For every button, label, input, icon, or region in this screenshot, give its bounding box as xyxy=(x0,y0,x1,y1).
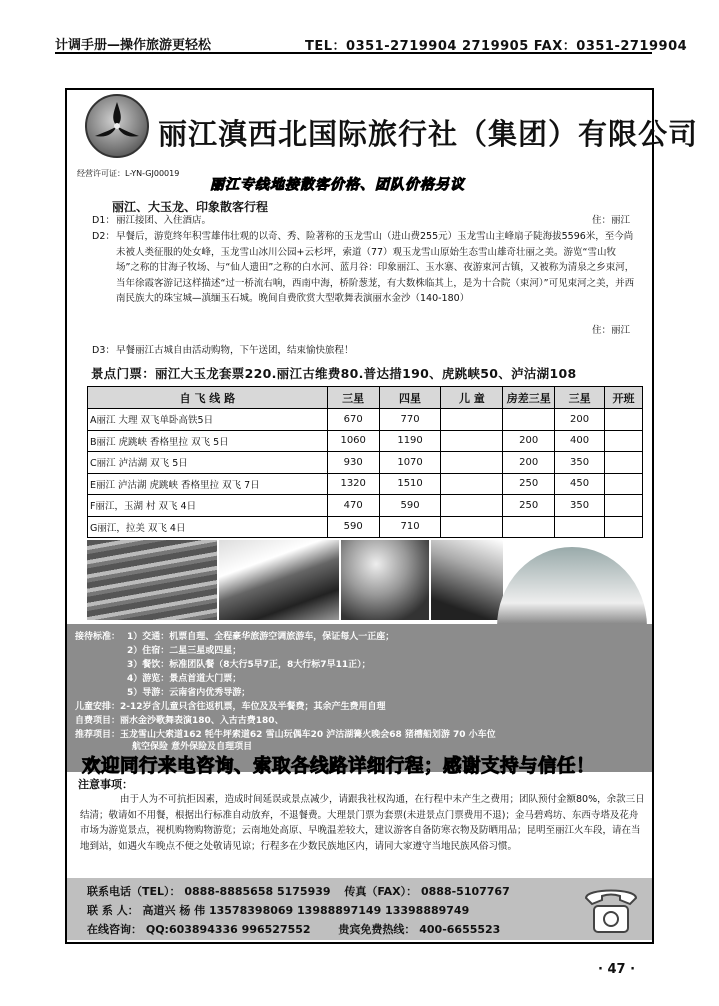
schedule xyxy=(605,516,643,538)
table-header-row xyxy=(88,387,643,409)
price-child xyxy=(441,409,503,431)
schedule xyxy=(605,430,643,452)
room-diff-3 xyxy=(503,409,555,431)
online-label: 在线咨询： xyxy=(87,923,142,936)
room-diff: 450 xyxy=(555,473,605,495)
table-row xyxy=(88,473,643,495)
room-diff xyxy=(555,516,605,538)
table-row xyxy=(88,516,643,538)
tel-label: 联系电话（TEL）： xyxy=(87,885,181,898)
qq-numbers[interactable]: QQ:603894336 996527552 xyxy=(145,923,311,936)
contact-online-row xyxy=(87,921,500,937)
col-room-diff: 三星 xyxy=(555,387,605,409)
license-number: 经营许可证：L-YN-GJ00019 xyxy=(77,169,180,178)
route-cell: F丽江，玉湖 村 双飞 4日 xyxy=(88,495,328,517)
standard-item: 4）游览：景点首道大门票； xyxy=(127,674,242,684)
price-4star: 590 xyxy=(379,495,441,517)
terrace-photo xyxy=(87,540,217,620)
price-3star: 930 xyxy=(327,452,379,474)
schedule xyxy=(605,452,643,474)
contact-tel-row xyxy=(87,883,510,899)
tel-number[interactable]: 0888-8885658 5175939 xyxy=(184,885,331,898)
subtitle-banner: 丽江专线地接散客价格、团队价格另议 xyxy=(210,177,465,193)
price-4star: 1190 xyxy=(379,430,441,452)
header-contact: TEL：0351-2719904 2719905 FAX：0351-2719904 xyxy=(305,39,688,54)
schedule xyxy=(605,409,643,431)
price-table xyxy=(87,386,643,538)
col-3star: 三星 xyxy=(327,387,379,409)
selfpay-items: 自费项目：丽水金沙歌舞表演180、入古古费180、 xyxy=(75,716,284,726)
price-child xyxy=(441,473,503,495)
notice-text: 由于人为不可抗拒因素，造成时间延误或景点减少，请跟我社权沟通，在行程中未产生之费用；团队预付金额80%，余款三日结清；敬请如不用餐，根据出行标准自动放弃，不退餐费。大理景门票为套票(未进景点门票费用不退)；金马碧鸡坊、东西寺塔及花舟市场为游览景点，视机购物购物游览；云南地处高原、早晚温差较大，建议游客自备防寒衣物及防晒用品；昆明至丽江火车段，请在当地到站，如遇火车晚点不便之处敬请见谅；行程多在少数民族地区内，请同大家遵守当地民族风俗习惯。 xyxy=(80,794,645,852)
day-1 xyxy=(92,213,644,229)
price-3star: 670 xyxy=(327,409,379,431)
day-tag: D3： xyxy=(92,345,115,356)
room-diff-3: 250 xyxy=(503,473,555,495)
table-row xyxy=(88,409,643,431)
header-slogan: 计调手册—操作旅游更轻松 xyxy=(55,38,212,53)
price-3star: 470 xyxy=(327,495,379,517)
room-diff-3: 200 xyxy=(503,430,555,452)
contact-person-row xyxy=(87,902,469,918)
col-4star: 四星 xyxy=(379,387,441,409)
table-row xyxy=(88,430,643,452)
route-cell: C丽江 泸沽湖 双飞 5日 xyxy=(88,452,328,474)
page-header xyxy=(55,34,688,54)
ticket-prices: 景点门票：丽江大玉龙套票220.丽江古维费80.普达措190、虎跳峡50、泸沽湖108 xyxy=(91,366,577,381)
price-3star: 590 xyxy=(327,516,379,538)
route-cell: G丽江，拉美 双飞 4日 xyxy=(88,516,328,538)
fax-label: 传真（FAX）： xyxy=(344,885,418,898)
room-diff: 200 xyxy=(555,409,605,431)
price-3star: 1060 xyxy=(327,430,379,452)
room-diff-3: 250 xyxy=(503,495,555,517)
person-list: 高道兴 杨 伟 13578398069 13988897149 13398889749 xyxy=(142,904,470,917)
price-4star: 1510 xyxy=(379,473,441,495)
room-diff: 350 xyxy=(555,495,605,517)
table-row xyxy=(88,495,643,517)
company-name: 丽江滇西北国际旅行社（集团）有限公司 xyxy=(158,117,699,151)
forest-photo xyxy=(341,540,429,620)
col-child: 儿 童 xyxy=(441,387,503,409)
price-child xyxy=(441,516,503,538)
hotline-number[interactable]: 400-6655523 xyxy=(419,923,501,936)
fax-number: 0888-5107767 xyxy=(420,885,510,898)
room-diff: 350 xyxy=(555,452,605,474)
child-policy: 儿童安排：2-12岁含儿童只含往返机票，车位及及半餐费；其余产生费用自理 xyxy=(75,702,386,712)
standard-item: 5）导游：云南省内优秀导游； xyxy=(127,688,251,698)
day-2 xyxy=(92,229,644,341)
standards-label: 接待标准： xyxy=(75,632,121,642)
table-row xyxy=(88,452,643,474)
price-child xyxy=(441,495,503,517)
price-3star: 1320 xyxy=(327,473,379,495)
page-number: · 47 · xyxy=(598,962,636,977)
price-child xyxy=(441,452,503,474)
snow-mountain-photo xyxy=(219,540,339,620)
telephone-icon xyxy=(580,884,642,938)
standard-item: 3）餐饮：标准团队餐（8大行5早7正，8大行标7早11正）； xyxy=(127,660,371,670)
day-stay: 住：丽江 xyxy=(591,325,630,336)
price-4star: 710 xyxy=(379,516,441,538)
contact-box xyxy=(67,878,652,940)
col-schedule: 开班 xyxy=(605,387,643,409)
day-tag: D2： xyxy=(92,231,115,242)
company-logo-icon xyxy=(85,94,149,158)
itinerary-title: 丽江、大玉龙、印象散客行程 xyxy=(112,200,269,214)
standard-item: 1）交通：机票自理、全程豪华旅游空调旅游车，保证每人一正座； xyxy=(127,632,395,642)
route-cell: B丽江 虎跳峡 香格里拉 双飞 5日 xyxy=(88,430,328,452)
person-label: 联 系 人： xyxy=(87,904,139,917)
room-diff: 400 xyxy=(555,430,605,452)
price-4star: 1070 xyxy=(379,452,441,474)
route-cell: E丽江 泸沽湖 虎跳峡 香格里拉 双飞 7日 xyxy=(88,473,328,495)
standard-item: 2）住宿：二星三星或四星； xyxy=(127,646,242,656)
col-route: 自 飞 线 路 xyxy=(88,387,328,409)
schedule xyxy=(605,495,643,517)
col-room-diff-3star: 房差三星 xyxy=(503,387,555,409)
hotline-label: 贵宾免费热线： xyxy=(338,923,416,936)
room-diff-3: 200 xyxy=(503,452,555,474)
route-cell: A丽江 大理 双飞单卧高铁5日 xyxy=(88,409,328,431)
day-tag: D1： xyxy=(92,215,115,226)
cable-car-photo xyxy=(431,540,503,620)
day-text: 丽江接团、入住酒店。 xyxy=(116,215,212,226)
notice-title: 注意事项： xyxy=(78,778,133,791)
price-4star: 770 xyxy=(379,409,441,431)
day-text: 早餐后，游览终年积雪雄伟壮观的以奇、秀、险著称的玉龙雪山（进山费255元）玉龙雪山主峰扇子陡海拔5596米，至今尚未被人类征服的处女峰，玉龙雪山冰川公园+云杉坪，索道（77）观玉龙雪山原始生态雪山雄奇壮丽之美。游览“雪山牧场”之称的甘海子牧场、与“仙人遗田”之称的白水河、蓝月谷：印象丽江、玉水寨、夜游束河古镇，又被称为清泉之乡束河，当年徐霞客游记这样描述“过一桥流右响，西南中海，桥阶葱茏，有大数株临其上，是为十合院（束河）”可见束河之美，并西南民族大的珠宝城—滇缅玉石城。晚间自费欣赏大型歌舞表演丽水金沙（140-180） xyxy=(116,231,635,305)
day-stay: 住：丽江 xyxy=(591,215,630,226)
day-3 xyxy=(92,343,644,359)
room-diff-3 xyxy=(503,516,555,538)
insurance-note: 航空保险 意外保险及自理项目 xyxy=(132,742,253,752)
price-child xyxy=(441,430,503,452)
day-text: 早餐丽江古城自由活动购物，下午送团，结束愉快旅程！ xyxy=(116,345,354,356)
welcome-banner: 欢迎同行来电咨询、索取各线路详细行程；感谢支持与信任！ xyxy=(82,756,596,777)
recommended-items: 推荐项目：玉龙雪山大索道162 牦牛坪索道62 雪山玩偶车20 泸沽湖篝火晚会68 猪槽船划游 70 小车位 xyxy=(75,730,496,740)
schedule xyxy=(605,473,643,495)
standards-box xyxy=(67,624,652,772)
